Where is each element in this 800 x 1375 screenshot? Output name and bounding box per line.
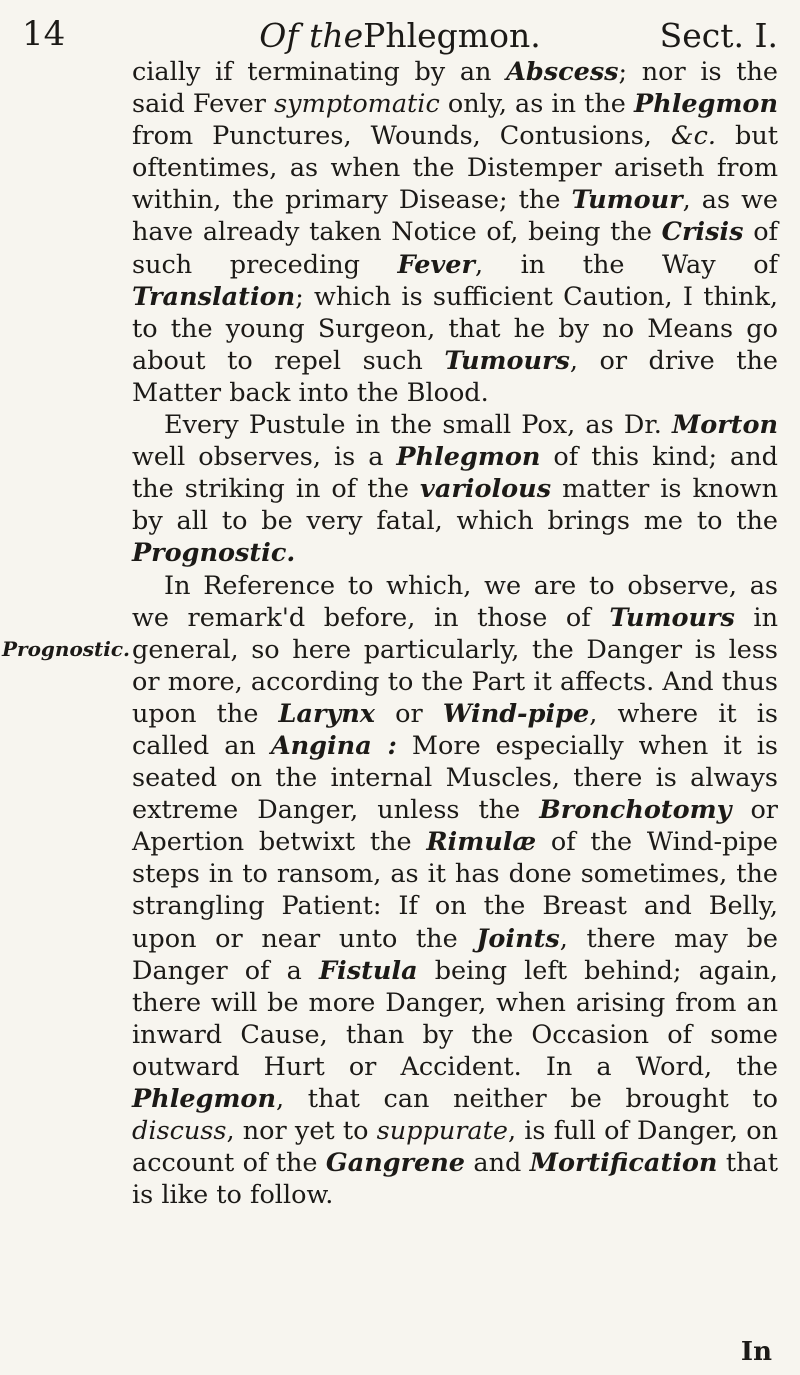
catchword: In <box>740 1337 772 1367</box>
emphasis: Phlegmon <box>132 1084 276 1114</box>
text-run: , as we have already taken Notice of, being the <box>132 185 778 248</box>
emphasis: Phlegmon <box>634 89 778 120</box>
body-text <box>132 56 778 1211</box>
text-run: ; nor is the said Fever <box>132 57 778 120</box>
emphasis: Tumour <box>571 185 683 216</box>
emphasis: Abscess <box>506 57 619 87</box>
running-title <box>132 16 668 55</box>
text-run: being left behind; again, there will be more Danger, when arising from an inward Cause, than by the Occasion of some outward Hurt or Accident. In a Word, the <box>132 955 778 1082</box>
text-run: that is like to follow. <box>132 1148 778 1211</box>
text-run: but oftentimes, as when the Distemper ariseth from within, the primary Disease; the <box>132 121 778 216</box>
emphasis: Joints <box>476 923 560 954</box>
emphasis: Bronchotomy <box>539 795 732 826</box>
text-run: matter is known by all to be very fatal, which brings me to the <box>132 474 779 537</box>
paragraph-2 <box>132 409 778 569</box>
text-run: Every Pustule in the small Pox, as Dr. <box>164 410 672 441</box>
text-run: More especially when it is seated on the internal Muscles, there is always extreme Danger, unless the <box>132 730 778 826</box>
emphasis: &c. <box>670 121 717 152</box>
emphasis: Wind-pipe <box>442 698 590 729</box>
emphasis: Larynx <box>278 698 375 729</box>
text-run: , where it is called an <box>132 698 778 761</box>
text-run: and <box>465 1148 530 1179</box>
text-run: ; which is sufficient Caution, I think, to the young Surgeon, that he by no Means go about to repel such <box>132 281 778 376</box>
text-run: , in the Way of <box>474 249 778 280</box>
emphasis: Tumours <box>609 602 735 633</box>
emphasis: suppurate <box>376 1116 508 1147</box>
text-run: , is full of Danger, on account of the <box>132 1116 779 1179</box>
title-prefix: Of <box>259 16 299 55</box>
text-run: or Apertion betwixt the <box>132 795 778 858</box>
emphasis: variolous <box>420 474 552 505</box>
emphasis: Translation <box>132 281 296 312</box>
text-run: , there may be Danger of a <box>132 923 778 986</box>
text-run: of such preceding <box>132 217 778 280</box>
emphasis: Fistula <box>318 955 418 986</box>
emphasis: Tumours <box>444 345 570 376</box>
text-run: of the Wind-pipe steps in to ransom, as it has done sometimes, the strangling Patient: If on the Breast and Belly, upon or near unto the <box>132 827 778 954</box>
text-run: In Reference to which, we are to observe, as we remark'd before, in those of <box>132 570 778 633</box>
text-run: of this kind; and the striking in of the <box>132 442 778 505</box>
emphasis: Angina : <box>270 730 397 761</box>
title-main: Phlegmon. <box>363 16 541 55</box>
section-label: Sect. I. <box>659 16 778 55</box>
text-run: or <box>375 698 443 729</box>
text-run: , or drive the Matter back into the Blood. <box>132 345 778 408</box>
emphasis: Phlegmon <box>396 442 541 473</box>
emphasis: discuss <box>132 1116 227 1147</box>
emphasis: Fever <box>397 249 475 280</box>
title-article: the <box>309 16 364 55</box>
emphasis: Gangrene <box>325 1148 466 1179</box>
emphasis: Morton <box>672 410 778 441</box>
running-header <box>22 14 778 58</box>
emphasis: Crisis <box>661 217 744 248</box>
marginal-note: Prognostic. <box>2 637 131 661</box>
text-run: , that can neither be brought to <box>276 1084 778 1114</box>
text-run: only, as in the <box>439 89 634 120</box>
emphasis: Rimulæ <box>426 827 537 858</box>
emphasis: Mortification <box>529 1148 718 1179</box>
emphasis: symptomatic <box>274 89 440 120</box>
page-number: 14 <box>22 14 66 54</box>
text-run: cially if terminating by an <box>132 57 507 87</box>
paragraph-1 <box>132 56 778 409</box>
text-run: , nor yet to <box>226 1116 377 1147</box>
text-run: well observes, is a <box>132 442 397 473</box>
emphasis: Prognostic. <box>132 538 296 569</box>
paragraph-3 <box>132 570 778 1212</box>
text-run: in general, so here particularly, the Danger is less or more, according to the Part it affects. And thus upon the <box>132 602 778 729</box>
text-run: from Punctures, Wounds, Contusions, <box>132 121 671 152</box>
